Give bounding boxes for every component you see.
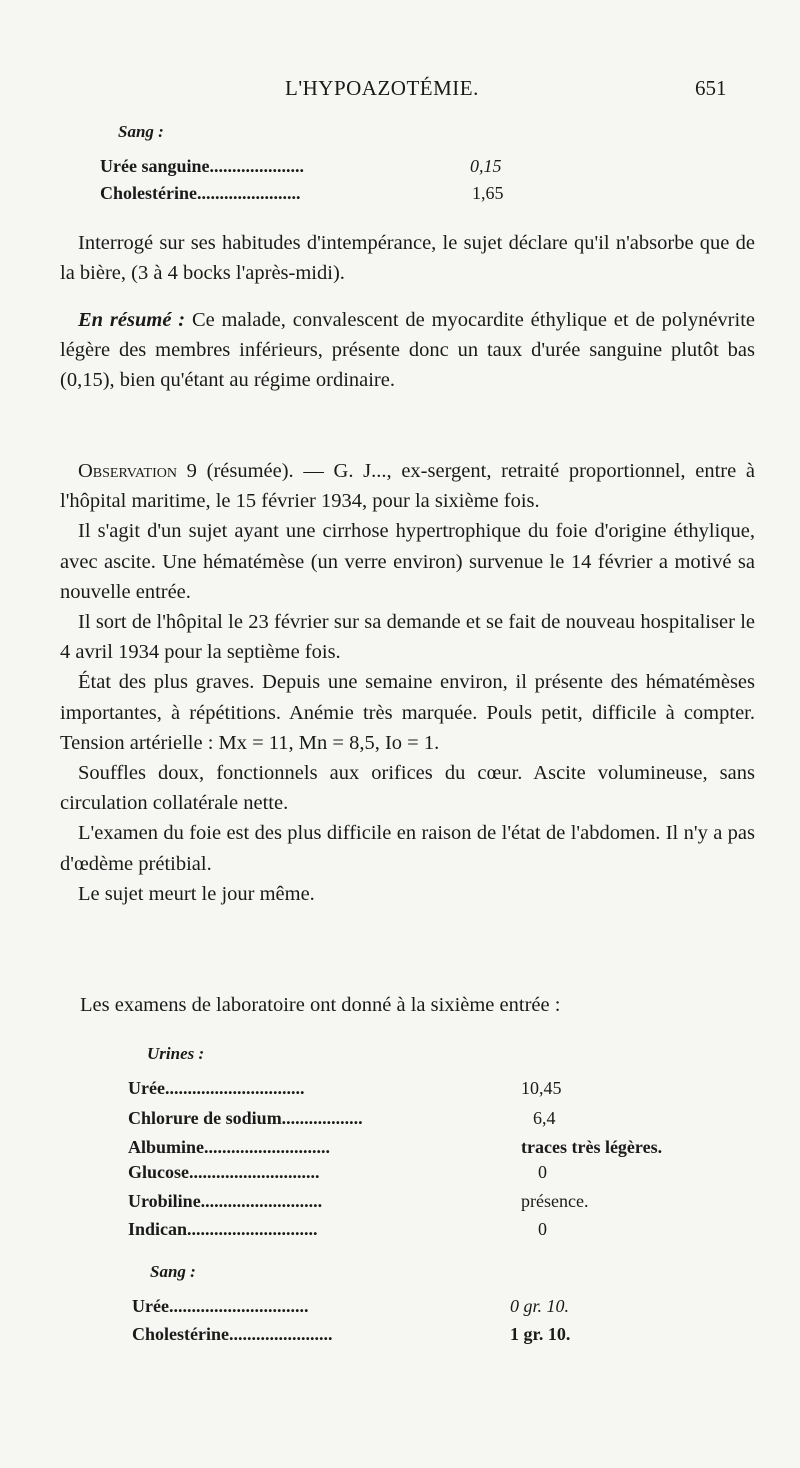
observation-paragraph: Le sujet meurt le jour même. (78, 882, 315, 905)
observation-paragraph: Il sort de l'hôpital le 23 février sur sa demande et se fait de nouveau hospitaliser le 4 avril 1934 pour la septième fois. (60, 611, 755, 664)
sang-top-row (100, 156, 530, 182)
row-value: 1,65 (472, 183, 504, 203)
observation-paragraph: Il s'agit d'un sujet ayant une cirrhose hypertrophique du foie d'origine éthylique, avec ascite. Une hématémèse (un verre environ) survenue le 14 février a motivé sa nouvelle entrée. (60, 520, 755, 603)
row-label: Urée............................... (132, 1296, 309, 1316)
row-value: 0 (538, 1219, 547, 1239)
row-label: Chlorure de sodium.................. (128, 1108, 363, 1128)
urines-title: Urines : (147, 1044, 205, 1063)
observation-paragraph: L'examen du foie est des plus difficile en raison de l'état de l'abdomen. Il n'y a pas d'œdème prétibial. (60, 822, 755, 875)
sang-bottom-title: Sang : (150, 1262, 196, 1281)
row-label: Cholestérine....................... (100, 183, 301, 203)
page-number: 651 (695, 76, 727, 100)
row-value: 0 gr. 10. (510, 1296, 570, 1316)
urines-row (128, 1078, 718, 1104)
paragraph-text: Interrogé sur ses habitudes d'intempérance, le sujet déclare qu'il n'absorbe que de la bière, (3 à 4 bocks l'après-midi). (60, 232, 755, 285)
row-label: Glucose............................. (128, 1162, 320, 1182)
resume-text: Ce malade, convalescent de myocardite éthylique et de polynévrite légère des membres inférieurs, présente donc un taux d'urée sanguine plutôt bas (0,15), bien qu'étant au régime ordinaire. (60, 309, 755, 392)
row-value: 10,45 (521, 1078, 562, 1098)
paragraph-intemperance (60, 228, 755, 288)
resume-lead: En résumé : (78, 309, 186, 331)
row-value: 0,15 (470, 156, 502, 176)
row-label: Urobiline........................... (128, 1191, 323, 1211)
sang-bottom-row (132, 1296, 632, 1322)
sang-bottom-row (132, 1324, 632, 1350)
observation-paragraph: État des plus graves. Depuis une semaine environ, il présente des hématémèses importantes, à répétitions. Anémie très marquée. Pouls petit, difficile à compter. Tension artérielle : Mx = 11, Mn = 8,5, Io = 1. (60, 671, 755, 754)
urines-row (128, 1191, 718, 1217)
page-header (0, 76, 800, 106)
observation-block (60, 456, 755, 909)
running-title: L'HYPOAZOTÉMIE. (285, 76, 479, 100)
urines-row (128, 1137, 718, 1163)
paragraph-resume (60, 305, 755, 396)
urines-row (128, 1108, 718, 1134)
observation-paragraph: Souffles doux, fonctionnels aux orifices du cœur. Ascite volumineuse, sans circulation collatérale nette. (60, 762, 755, 815)
row-value: présence. (521, 1191, 589, 1211)
row-label: Albumine............................ (128, 1137, 331, 1157)
sang-top-title: Sang : (118, 122, 164, 141)
row-label: Indican............................. (128, 1219, 318, 1239)
row-label: Cholestérine....................... (132, 1324, 333, 1344)
sang-top-row (100, 183, 530, 209)
observation-lead: Observation (78, 460, 177, 482)
urines-row (128, 1162, 718, 1188)
row-value: 1 gr. 10. (510, 1324, 571, 1344)
lab-intro: Les examens de laboratoire ont donné à la sixième entrée : (80, 994, 561, 1016)
observation-text: 9 (résumée). — G. J..., ex-sergent, retraité proportionnel, entre à l'hôpital maritime, le 15 février 1934, pour la sixième fois. (60, 460, 755, 513)
row-value: 0 (538, 1162, 547, 1182)
row-value: traces très légères. (521, 1137, 663, 1157)
row-label: Urée sanguine..................... (100, 156, 304, 176)
row-value: 6,4 (533, 1108, 556, 1128)
urines-row (128, 1219, 718, 1245)
row-label: Urée............................... (128, 1078, 305, 1098)
